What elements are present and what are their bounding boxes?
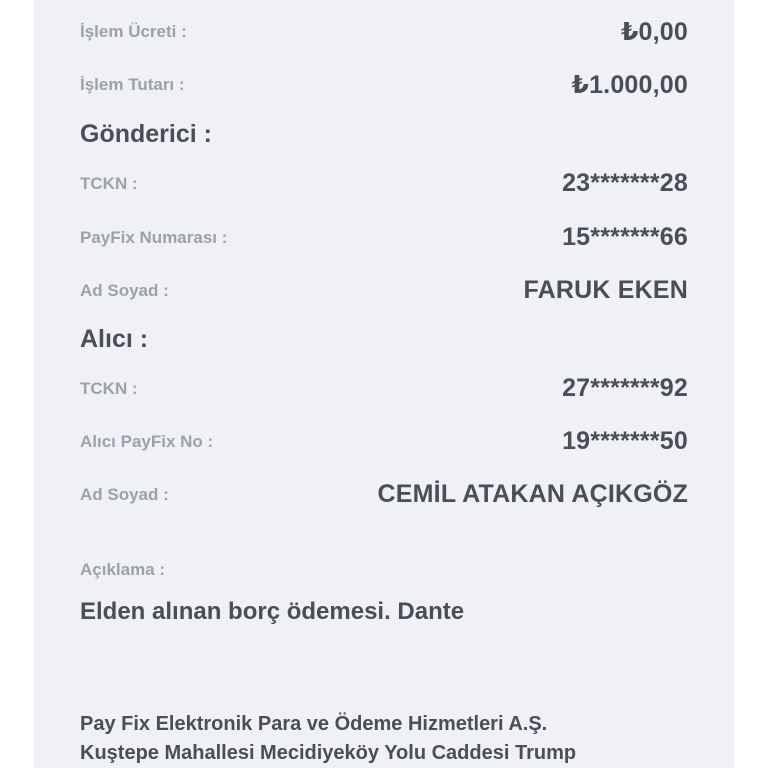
receiver-payfix-row [80, 427, 688, 456]
amount-value: ₺1.000,00 [571, 71, 688, 99]
sender-payfix-value: 15*******66 [562, 223, 688, 251]
sender-heading: Gönderici : [80, 120, 212, 148]
footer-line-company: Pay Fix Elektronik Para ve Ödeme Hizmetleri A.Ş. [80, 713, 548, 735]
sender-name-label: Ad Soyad : [80, 280, 169, 300]
sender-tckn-value: 23*******28 [562, 169, 688, 197]
receiver-payfix-value: 19*******50 [562, 427, 688, 455]
description-value: Elden alınan borç ödemesi. Dante [80, 598, 465, 625]
fee-label: İşlem Ücreti : [80, 22, 187, 41]
receiver-name-label: Ad Soyad : [80, 484, 169, 504]
receipt-card [34, 0, 734, 768]
receiver-tckn-row [80, 374, 688, 403]
fee-value: ₺0,00 [620, 18, 688, 46]
receiver-name-value: CEMİL ATAKAN AÇIKGÖZ [377, 480, 688, 508]
receiver-tckn-label: TCKN : [80, 378, 138, 398]
sender-payfix-label: PayFix Numarası : [80, 227, 228, 247]
fee-row [80, 17, 688, 47]
sender-name-row [80, 276, 688, 305]
receiver-heading: Alıcı : [80, 325, 149, 353]
amount-label: İşlem Tutarı : [80, 75, 185, 94]
amount-row [80, 70, 688, 100]
sender-tckn-label: TCKN : [80, 173, 138, 193]
description-label: Açıklama : [80, 560, 166, 579]
company-footer [80, 710, 576, 768]
footer-line-address: Kuştepe Mahallesi Mecidiyeköy Yolu Caddesi Trump [80, 742, 577, 764]
receiver-payfix-label: Alıcı PayFix No : [80, 431, 214, 451]
sender-tckn-row [80, 169, 688, 198]
sender-payfix-row [80, 223, 688, 252]
receiver-name-row [80, 480, 688, 509]
sender-name-value: FARUK EKEN [523, 276, 688, 304]
receiver-tckn-value: 27*******92 [562, 374, 688, 402]
